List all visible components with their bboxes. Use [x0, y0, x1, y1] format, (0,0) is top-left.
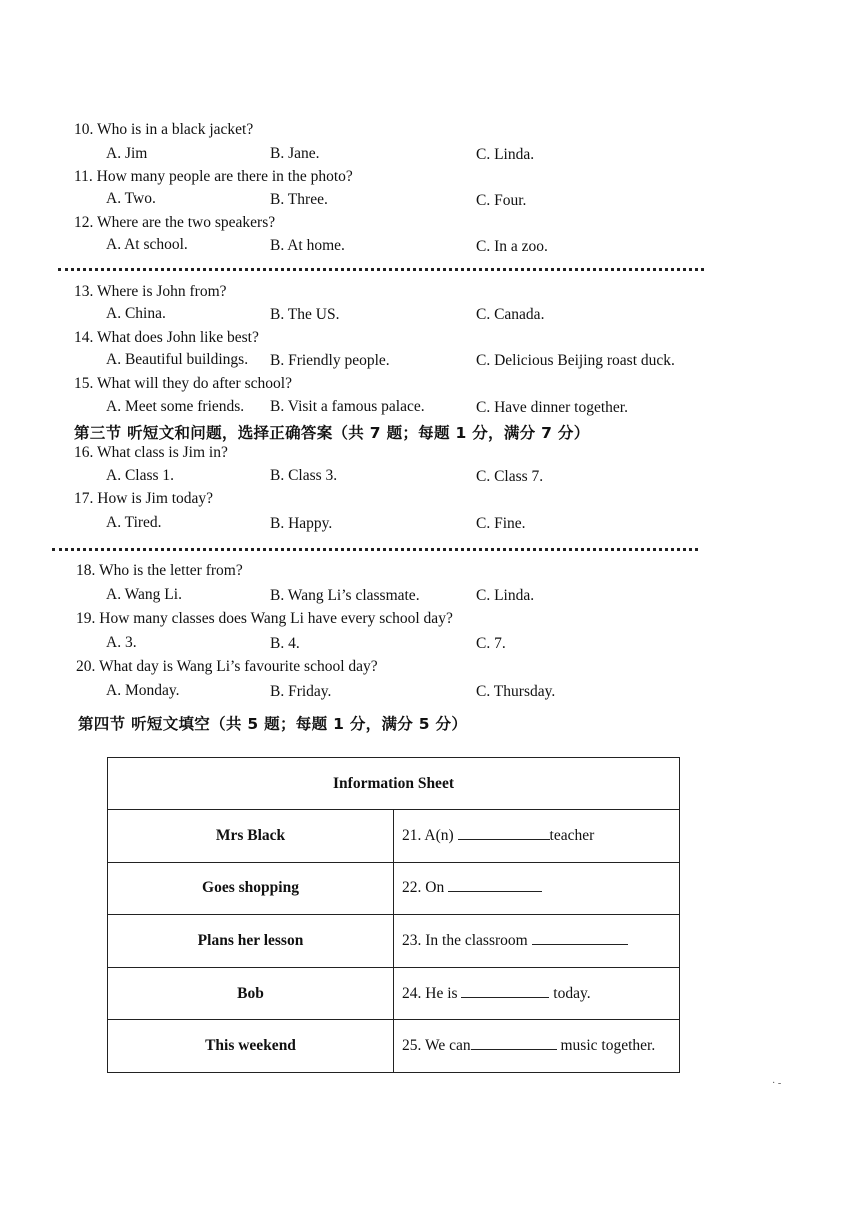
question-15-option-b: B. Visit a famous palace. — [270, 398, 425, 415]
question-19-option-b: B. 4. — [270, 635, 300, 652]
question-15-stem: 15. What will they do after school? — [74, 375, 292, 392]
question-13-option-a: A. China. — [106, 305, 166, 322]
question-10-stem: 10. Who is in a black jacket? — [74, 121, 254, 138]
table-row — [108, 1020, 680, 1073]
information-sheet-table — [107, 757, 680, 1073]
question-18-option-b: B. Wang Li’s classmate. — [270, 587, 420, 604]
question-17-option-c: C. Fine. — [476, 515, 526, 532]
question-10-option-a: A. Jim — [106, 145, 148, 162]
question-11-option-c: C. Four. — [476, 192, 527, 209]
question-17-option-a: A. Tired. — [106, 514, 162, 531]
blank-suffix: music together. — [560, 1037, 656, 1055]
row-value-22 — [394, 862, 680, 915]
question-11-option-a: A. Two. — [106, 190, 156, 207]
question-10-option-b: B. Jane. — [270, 145, 320, 162]
question-11-stem: 11. How many people are there in the photo? — [74, 168, 353, 185]
row-value-21 — [394, 810, 680, 863]
question-10-option-c: C. Linda. — [476, 146, 535, 163]
question-15-option-c: C. Have dinner together. — [476, 399, 628, 416]
dotted-divider — [58, 268, 704, 271]
answer-blank-25[interactable] — [471, 1037, 557, 1050]
question-14-option-c: C. Delicious Beijing roast duck. — [476, 352, 675, 369]
table-row — [108, 862, 680, 915]
question-20-option-c: C. Thursday. — [476, 683, 556, 700]
question-16-option-b: B. Class 3. — [270, 467, 338, 484]
question-14-option-a: A. Beautiful buildings. — [106, 351, 249, 368]
row-label: This weekend — [108, 1020, 394, 1073]
information-sheet-title: Information Sheet — [108, 758, 680, 810]
row-label: Plans her lesson — [108, 915, 394, 968]
question-16-option-a: A. Class 1. — [106, 467, 175, 484]
question-16-option-c: C. Class 7. — [476, 468, 544, 485]
question-20-option-a: A. Monday. — [106, 682, 180, 699]
question-12-option-b: B. At home. — [270, 237, 345, 254]
question-19-stem: 19. How many classes does Wang Li have every school day? — [76, 610, 453, 627]
question-17-stem: 17. How is Jim today? — [74, 490, 214, 507]
question-18-option-a: A. Wang Li. — [106, 586, 182, 603]
question-12-option-a: A. At school. — [106, 236, 188, 253]
question-13-option-c: C. Canada. — [476, 306, 545, 323]
table-row — [108, 967, 680, 1020]
row-value-24 — [394, 967, 680, 1020]
question-13-option-b: B. The US. — [270, 306, 340, 323]
answer-blank-21[interactable] — [458, 827, 550, 840]
answer-blank-24[interactable] — [461, 985, 549, 998]
question-12-option-c: C. In a zoo. — [476, 238, 548, 255]
blank-prefix: 22. On — [402, 879, 445, 897]
row-label: Goes shopping — [108, 862, 394, 915]
blank-prefix: 24. He is — [402, 984, 458, 1002]
question-11-option-b: B. Three. — [270, 191, 328, 208]
table-row — [108, 915, 680, 968]
row-value-25 — [394, 1020, 680, 1073]
question-16-stem: 16. What class is Jim in? — [74, 444, 228, 461]
blank-prefix: 23. In the classroom — [402, 931, 528, 949]
question-17-option-b: B. Happy. — [270, 515, 333, 532]
blank-suffix: teacher — [549, 826, 595, 844]
section-4-heading: 第四节 听短文填空（共 5 题；每题 1 分，满分 5 分） — [78, 715, 468, 733]
scan-speck: · - — [772, 1078, 782, 1089]
answer-blank-22[interactable] — [448, 879, 542, 892]
row-label: Bob — [108, 967, 394, 1020]
blank-suffix: today. — [553, 984, 591, 1002]
row-label: Mrs Black — [108, 810, 394, 863]
section-3-heading: 第三节 听短文和问题，选择正确答案（共 7 题；每题 1 分，满分 7 分） — [74, 424, 590, 442]
row-value-23 — [394, 915, 680, 968]
question-15-option-a: A. Meet some friends. — [106, 398, 245, 415]
question-19-option-a: A. 3. — [106, 634, 137, 651]
answer-blank-23[interactable] — [532, 932, 628, 945]
question-18-stem: 18. Who is the letter from? — [76, 562, 243, 579]
question-14-stem: 14. What does John like best? — [74, 329, 259, 346]
question-14-option-b: B. Friendly people. — [270, 352, 390, 369]
question-20-stem: 20. What day is Wang Li’s favourite school day? — [76, 658, 378, 675]
blank-prefix: 21. A(n) — [402, 826, 454, 844]
question-18-option-c: C. Linda. — [476, 587, 535, 604]
table-row — [108, 810, 680, 863]
question-20-option-b: B. Friday. — [270, 683, 332, 700]
question-13-stem: 13. Where is John from? — [74, 283, 227, 300]
question-19-option-c: C. 7. — [476, 635, 506, 652]
dotted-divider — [52, 548, 698, 551]
question-12-stem: 12. Where are the two speakers? — [74, 214, 276, 231]
blank-prefix: 25. We can — [402, 1037, 471, 1055]
